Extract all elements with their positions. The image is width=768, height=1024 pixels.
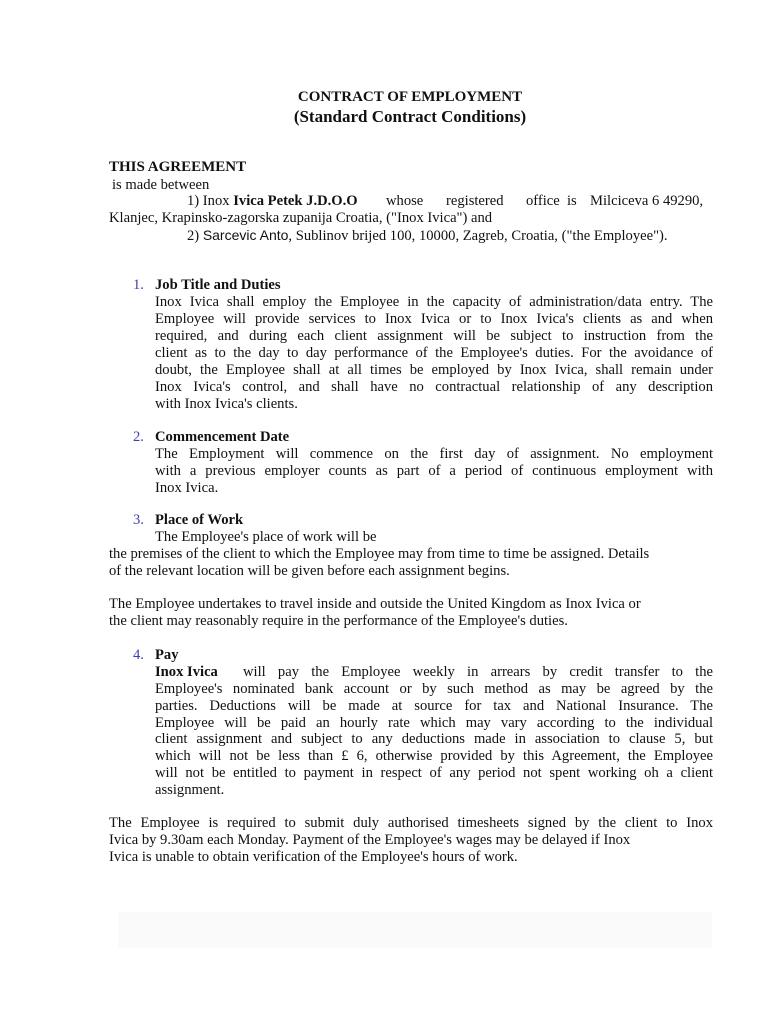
party-2-address: , Sublinov brijed 100, 10000, Zagreb, Croatia, ("the Employee"). bbox=[288, 228, 668, 244]
section-number: 1. bbox=[133, 277, 144, 293]
section-line: which will not be less than £ 6, otherwise provided by this Agreement, the Employee bbox=[155, 748, 713, 764]
section-line: assignment. bbox=[155, 782, 225, 798]
section-line: with a previous employer counts as part of a period of continuous employment with bbox=[155, 463, 713, 479]
section-line: Inox Ivica. bbox=[155, 480, 219, 496]
made-between-text: is made between bbox=[112, 177, 210, 193]
party-1-prefix: 1) Inox bbox=[187, 193, 234, 209]
section-line: required, and during each client assignment will be subject to instruction from the bbox=[155, 328, 713, 344]
agreement-heading: THIS AGREEMENT bbox=[109, 159, 247, 175]
section-number: 2. bbox=[133, 429, 144, 445]
section-line: doubt, the Employee shall at all times be employed by Inox Ivica, shall remain under bbox=[155, 362, 713, 378]
section-line: The Employee undertakes to travel inside and outside the United Kingdom as Inox Ivica or bbox=[109, 596, 641, 612]
section-lead-bold: Inox Ivica bbox=[155, 664, 218, 680]
party-1-name: Ivica Petek J.D.O.O bbox=[233, 193, 358, 209]
section-line: Inox Ivica shall employ the Employee in the capacity of administration/data entry. The bbox=[155, 294, 713, 310]
section-line: Employee's nominated bank account or by such method as may be agreed by the bbox=[155, 681, 713, 697]
section-line: with Inox Ivica's clients. bbox=[155, 396, 298, 412]
section-line: client assignment and subject to any deductions made in association to clause 5, but bbox=[155, 731, 713, 747]
section-line: The Employee's place of work will be bbox=[155, 529, 377, 545]
party-1-address: Klanjec, Krapinsko-zagorska zupanija Croatia, ("Inox Ivica") and bbox=[109, 210, 493, 226]
section-heading: Pay bbox=[155, 647, 179, 663]
section-line: Employee will be paid an hourly rate which may vary according to the individual bbox=[155, 715, 713, 731]
faint-footer-band bbox=[118, 912, 712, 948]
section-line: Inox Ivica's control, and shall have no contractual relationship of any description bbox=[155, 379, 713, 395]
party-1-word: registered bbox=[446, 193, 504, 209]
party-2-prefix: 2) bbox=[187, 228, 203, 244]
section-line: will pay the Employee weekly in arrears by credit transfer to the bbox=[243, 664, 713, 680]
section-line: parties. Deductions will be made at source for tax and National Insurance. The bbox=[155, 698, 713, 714]
party-2 bbox=[187, 227, 668, 245]
section-line: Ivica is unable to obtain verification of the Employee's hours of work. bbox=[109, 849, 518, 865]
section-line: of the relevant location will be given before each assignment begins. bbox=[109, 563, 510, 579]
section-heading: Job Title and Duties bbox=[155, 277, 281, 293]
section-line: the client may reasonably require in the performance of the Employee's duties. bbox=[109, 613, 568, 629]
section-line: The Employee is required to submit duly authorised timesheets signed by the client to Inox bbox=[109, 815, 713, 831]
party-1-lead bbox=[187, 193, 358, 210]
party-1-word: whose bbox=[386, 193, 424, 209]
document-subtitle: (Standard Contract Conditions) bbox=[293, 107, 527, 126]
section-line: the premises of the client to which the Employee may from time to time be assigned. Details bbox=[109, 546, 650, 562]
section-line: Employee will provide services to Inox Ivica or to Inox Ivica's clients as and when bbox=[155, 311, 713, 327]
document-title: CONTRACT OF EMPLOYMENT bbox=[297, 89, 523, 105]
party-1-word: is bbox=[567, 193, 577, 209]
section-number: 4. bbox=[133, 647, 144, 663]
section-heading: Place of Work bbox=[155, 512, 244, 528]
section-line: Ivica by 9.30am each Monday. Payment of the Employee's wages may be delayed if Inox bbox=[109, 832, 631, 848]
section-line: will not be entitled to payment in respect of any period not spent working oh a client bbox=[155, 765, 713, 781]
section-line: client as to the day to day performance of the Employee's duties. For the avoidance of bbox=[155, 345, 713, 361]
party-1-word: Milciceva 6 49290, bbox=[590, 193, 704, 209]
section-heading: Commencement Date bbox=[155, 429, 290, 445]
section-line: The Employment will commence on the first day of assignment. No employment bbox=[155, 446, 713, 462]
party-2-name: Sarcevic Anto bbox=[202, 227, 289, 243]
party-1-word: office bbox=[526, 193, 560, 209]
section-number: 3. bbox=[133, 512, 144, 528]
